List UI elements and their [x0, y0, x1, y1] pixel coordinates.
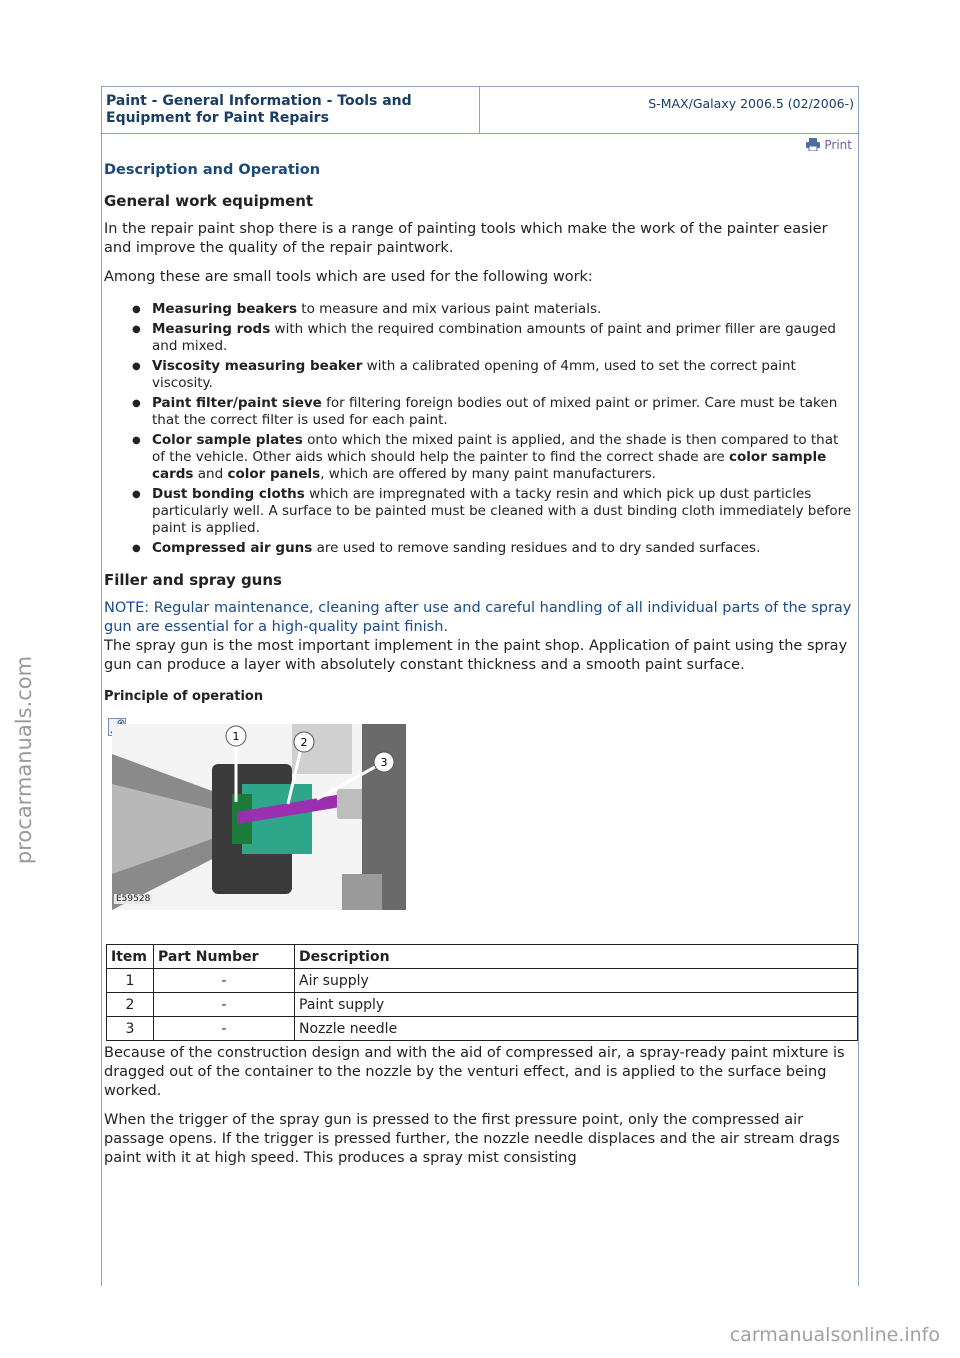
- print-label: Print: [824, 138, 852, 152]
- list-item: ● Dust bonding cloths which are impregnated with a tacky resin and which pick up dust particles particularly well. A surface to be painted must be cleaned with a dust binding cloth immediately before paint is applied.: [152, 486, 854, 537]
- list-item: ● Viscosity measuring beaker with a calibrated opening of 4mm, used to set the correct paint viscosity.: [152, 358, 854, 392]
- callout-2: 2: [300, 736, 308, 749]
- cell-item: 2: [107, 993, 154, 1017]
- column-header-item: Item: [107, 945, 154, 969]
- manual-page: [101, 86, 859, 1286]
- table-header-row: [107, 945, 858, 969]
- cell-description: Air supply: [295, 969, 858, 993]
- list-item: ● Compressed air guns are used to remove sanding residues and to dry sanded surfaces.: [152, 540, 854, 557]
- table-row: [107, 969, 858, 993]
- filler-paragraph: The spray gun is the most important implement in the paint shop. Application of paint using the spray gun can produce a layer with absolutely constant thickness and a smooth paint surface.: [104, 638, 848, 673]
- callout-1: 1: [232, 730, 240, 743]
- column-header-part-number: Part Number: [154, 945, 295, 969]
- after-paragraph-2: When the trigger of the spray gun is pressed to the first pressure point, only the compressed air passage opens. If the trigger is pressed further, the nozzle needle displaces and the air stream drags paint with it at high speed. This produces a spray mist consisting: [104, 1112, 840, 1166]
- printer-icon: [806, 138, 820, 154]
- general-heading: General work equipment: [104, 192, 314, 210]
- footer-watermark: carmanualsonline.info: [729, 1324, 940, 1346]
- cell-description: Nozzle needle: [295, 1017, 858, 1041]
- list-item: ● Measuring beakers to measure and mix various paint materials.: [152, 301, 854, 318]
- page-content: [102, 162, 858, 1168]
- side-watermark-text: procarmanuals.com: [12, 655, 36, 865]
- after-paragraph-1: Because of the construction design and with the aid of compressed air, a spray-ready paint mixture is dragged out of the container to the nozzle by the venturi effect, and is applied to the surface being worked.: [104, 1045, 845, 1099]
- tools-list: [104, 301, 854, 557]
- cell-part-number: -: [154, 1017, 295, 1041]
- print-link[interactable]: [102, 134, 858, 156]
- principle-heading: Principle of operation: [104, 689, 264, 704]
- cell-description: Paint supply: [295, 993, 858, 1017]
- column-header-description: Description: [295, 945, 858, 969]
- parts-table: [106, 944, 858, 1041]
- model-label: S-MAX/Galaxy 2006.5 (02/2006-): [648, 96, 854, 111]
- cell-part-number: -: [154, 993, 295, 1017]
- general-paragraph-1: In the repair paint shop there is a range of painting tools which make the work of the painter easier and improve the quality of the repair paintwork.: [104, 221, 828, 256]
- note-text: NOTE: Regular maintenance, cleaning after use and careful handling of all individual parts of the spray gun are essential for a high-quality paint finish.: [104, 600, 852, 635]
- list-item: ● Paint filter/paint sieve for filtering foreign bodies out of mixed paint or primer. Care must be taken that the correct filter is used for each paint.: [152, 395, 854, 429]
- section-title: Description and Operation: [104, 162, 321, 178]
- filler-heading: Filler and spray guns: [104, 571, 282, 589]
- cell-item: 1: [107, 969, 154, 993]
- cell-item: 3: [107, 1017, 154, 1041]
- list-item: ● Measuring rods with which the required combination amounts of paint and primer filler are gauged and mixed.: [152, 321, 854, 355]
- cell-part-number: -: [154, 969, 295, 993]
- figure-area: [104, 714, 854, 936]
- page-title: Paint - General Information - Tools and Equipment for Paint Repairs: [102, 87, 480, 133]
- table-row: [107, 1017, 858, 1041]
- table-row: [107, 993, 858, 1017]
- figure-id: E59528: [116, 894, 151, 904]
- page-header: [102, 87, 858, 134]
- spray-gun-illustration[interactable]: [112, 724, 406, 910]
- general-paragraph-2: Among these are small tools which are used for the following work:: [104, 269, 593, 285]
- callout-3: 3: [380, 756, 388, 769]
- side-watermark: [4, 560, 44, 960]
- list-item: ● Color sample plates onto which the mixed paint is applied, and the shade is then compared to that of the vehicle. Other aids which should help the painter to find the correct shade are color sample cards and color panels, which are offered by many paint manufacturers.: [152, 432, 854, 483]
